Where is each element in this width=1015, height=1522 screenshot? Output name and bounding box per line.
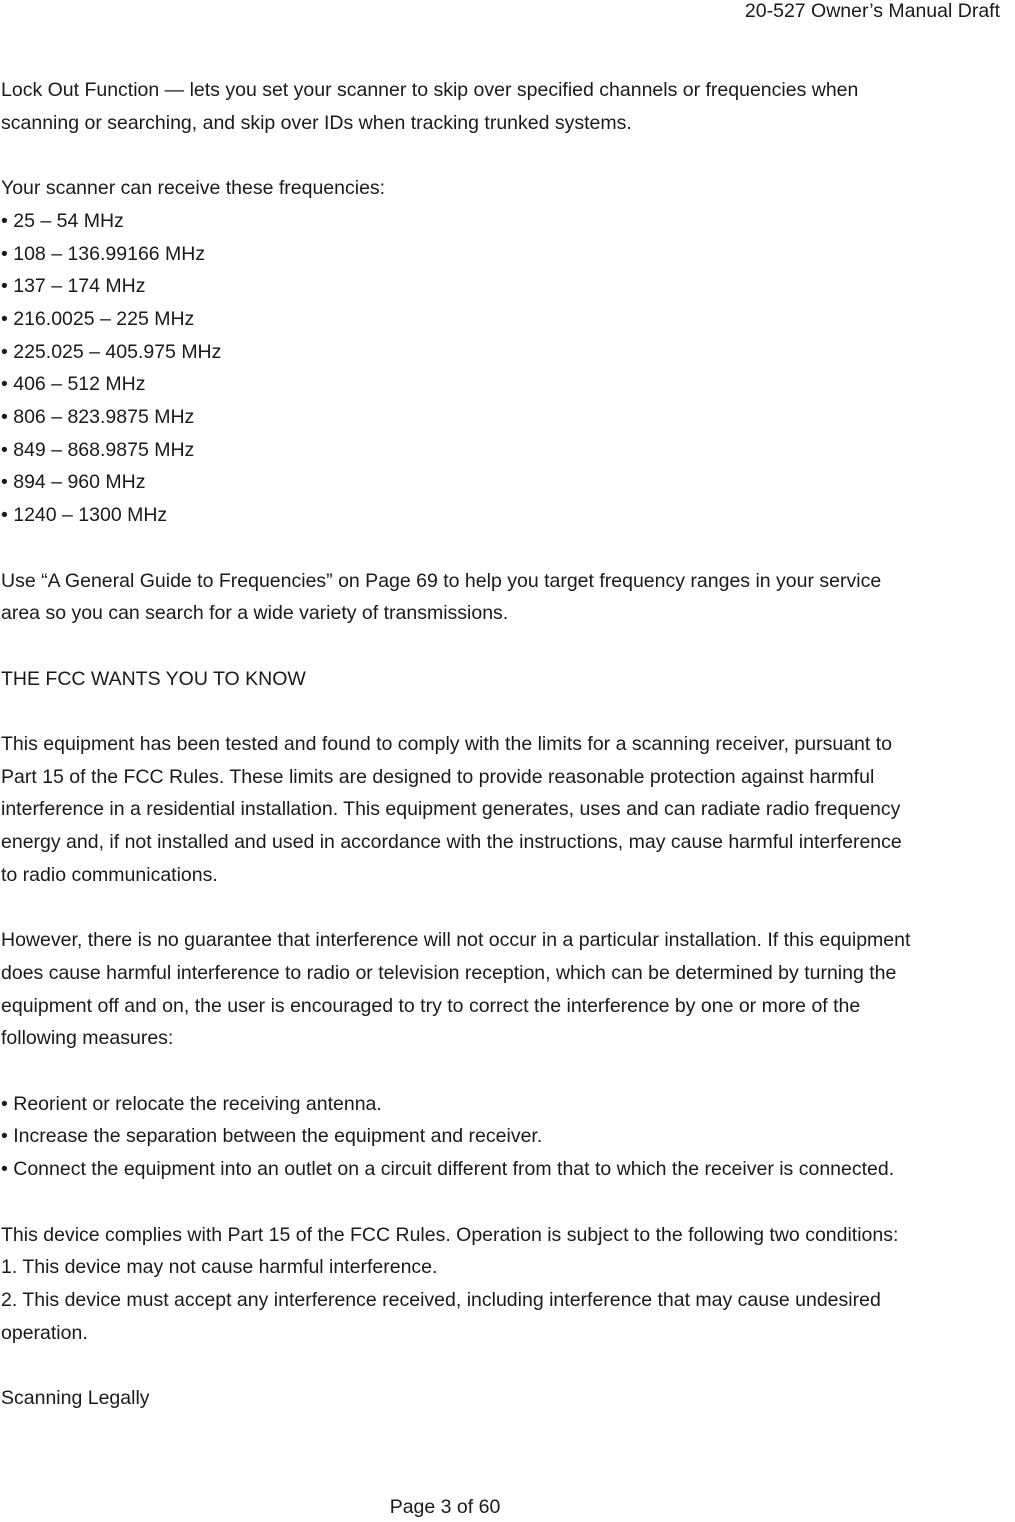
fcc-para1-line: This equipment has been tested and found to comply with the limits for a scanning receiver, pursuant to (1, 733, 893, 755)
fcc-measure-item: • Connect the equipment into an outlet on a circuit different from that to which the receiver is connected. (1, 1158, 895, 1181)
fcc-measure-item: • Reorient or relocate the receiving antenna. (1, 1092, 382, 1115)
page-number: Page 3 of 60 (389, 1496, 501, 1518)
fcc-para2-line: equipment off and on, the user is encouraged to try to correct the interference by one or more of the (1, 994, 861, 1017)
frequency-item: • 894 – 960 MHz (1, 471, 146, 494)
document-header-title: 20-527 Owner’s Manual Draft (744, 0, 1000, 22)
frequency-item: • 216.0025 – 225 MHz (1, 307, 195, 330)
frequency-item: • 225.025 – 405.975 MHz (1, 340, 222, 363)
lockout-line-2: scanning or searching, and skip over IDs when tracking trunked systems. (1, 111, 632, 134)
frequencies-intro: Your scanner can receive these frequencies: (1, 177, 386, 200)
guide-line-1: Use “A General Guide to Frequencies” on Page 69 to help you target frequency ranges in your service (1, 569, 882, 592)
fcc-compliance-line: operation. (1, 1321, 88, 1344)
lockout-line-1: Lock Out Function — lets you set your scanner to skip over specified channels or frequencies when (1, 79, 859, 101)
fcc-compliance-line: 2. This device must accept any interference received, including interference that may cause undesired (1, 1288, 881, 1311)
fcc-compliance-line: This device complies with Part 15 of the FCC Rules. Operation is subject to the following two conditions: (1, 1223, 899, 1246)
fcc-para2-line: does cause harmful interference to radio or television reception, which can be determined by turning the (1, 961, 897, 984)
fcc-para2-line: However, there is no guarantee that interference will not occur in a particular installation. If this equipment (1, 929, 911, 952)
fcc-para1-line: Part 15 of the FCC Rules. These limits are designed to provide reasonable protection against harmful (1, 765, 875, 788)
frequency-item: • 849 – 868.9875 MHz (1, 438, 195, 461)
fcc-para1-line: to radio communications. (1, 863, 218, 886)
frequency-item: • 25 – 54 MHz (1, 209, 124, 232)
fcc-compliance-line: 1. This device may not cause harmful interference. (1, 1256, 438, 1279)
guide-line-2: area so you can search for a wide variety of transmissions. (1, 602, 509, 625)
fcc-para1-line: energy and, if not installed and used in accordance with the instructions, may cause harmful interference (1, 831, 902, 854)
frequency-item: • 137 – 174 MHz (1, 275, 146, 298)
frequency-item: • 108 – 136.99166 MHz (1, 242, 206, 265)
fcc-measure-item: • Increase the separation between the equipment and receiver. (1, 1125, 543, 1148)
frequency-item: • 806 – 823.9875 MHz (1, 406, 195, 429)
fcc-para2-line: following measures: (1, 1027, 174, 1050)
document-body (1, 74, 1015, 1415)
scanning-heading: Scanning Legally (1, 1387, 150, 1409)
frequency-item: • 1240 – 1300 MHz (1, 504, 168, 527)
fcc-heading: THE FCC WANTS YOU TO KNOW (1, 667, 306, 690)
fcc-para1-line: interference in a residential installation. This equipment generates, uses and can radiate radio frequency (1, 798, 901, 821)
frequency-item: • 406 – 512 MHz (1, 373, 146, 396)
